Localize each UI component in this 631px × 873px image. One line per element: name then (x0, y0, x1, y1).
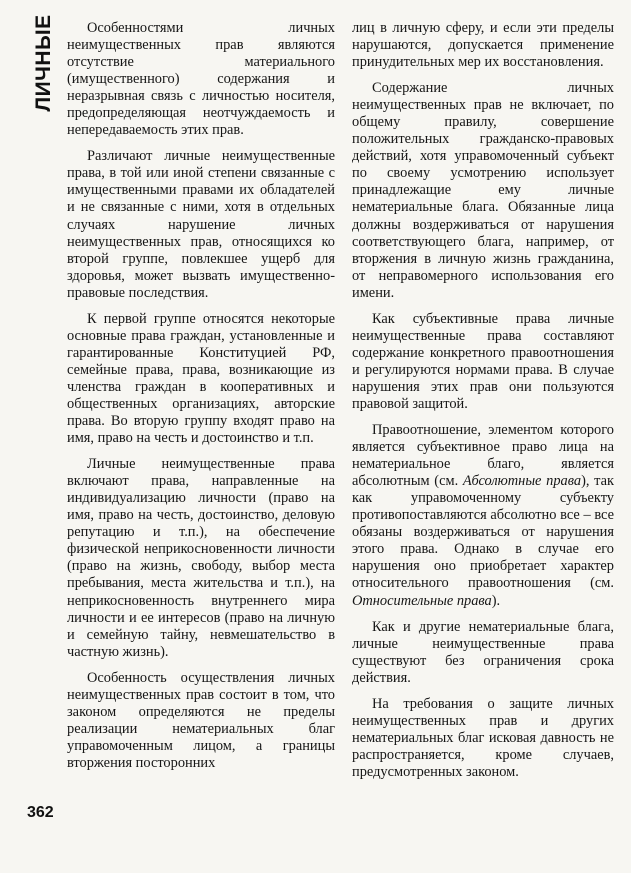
paragraph-continuation: лиц в личную сферу, и если эти пределы нарушаются, допускается применение принудительных мер их восстановления. (352, 20, 614, 71)
paragraph-text: ), так как управомоченному субъекту противопоставляются абсолютно все – все обязаны воздерживаться от нарушения этого права. Однако в случае его нарушения оно приобретает характер относительного правоотношения (см. (352, 473, 614, 592)
paragraph-with-references (352, 422, 614, 610)
paragraph: Содержание личных неимущественных прав не включает, по общему правилу, совершение положительных гражданско-правовых действий, хотя управомоченный субъект по своему усмотрению использует принадлежащие ему личные нематериальные блага. Обязанные лица должны воздерживаться от нарушения соответствующего блага, например, от вторжения в личную жизнь гражданина, от неправомерного использования его имени. (352, 80, 614, 301)
running-head-text: ЛИЧНЫЕ (32, 14, 55, 112)
paragraph: Личные неимущественные права включают права, направленные на индивидуализацию личности (право на имя, право на честь, достоинство, деловую репутацию и т.п.), на обеспечение физической неприкосновенности личности (право на жизнь, свободу, выбор места пребывания, места жительства и т.п.), на неприкосновенность внутреннего мира личности и ее интересов (право на личную и семейную тайну, невмешательство в частную жизнь). (67, 456, 335, 660)
running-head (30, 14, 58, 112)
paragraph: Особенностями личных неимущественных прав являются отсутствие материального (имущественного) содержания и неразрывная связь с личностью носителя, предопределяющая неотчуждаемость и непередаваемость этих прав. (67, 20, 335, 139)
cross-reference-absolute-rights[interactable]: Абсолютные права (462, 473, 582, 490)
paragraph: Как и другие нематериальные блага, личные неимущественные права существуют без ограничения срока действия. (352, 618, 614, 686)
paragraph: К первой группе относятся некоторые основные права граждан, установленные и гарантированные Конституцией РФ, семейные права, права, возникающие из членства граждан в кооперативных и общественных организациях, авторские права. Во вторую группу входят право на имя, право на честь и достоинство и т.п. (67, 310, 335, 447)
paragraph-text: ). (491, 592, 501, 609)
cross-reference-relative-rights[interactable]: Относительные права (352, 592, 492, 609)
paragraph-text: Правоотношение, элементом которого является субъективное право лица на нематериальное благо, является абсолютным (см. (352, 422, 614, 490)
paragraph: Различают личные неимущественные права, в той или иной степени связанные с имущественными правами их обладателей и не связанные с ними, хотя в отдельных случаях нарушение личных неимущественных прав, относящихся ко второй группе, повлекшее ущерб для здоровья, может вызвать имущественно-правовые последствия. (67, 148, 335, 301)
paragraph: На требования о защите личных неимущественных прав и других нематериальных благ исковая давность не распространяется, кроме случаев, предусмотренных законом. (352, 695, 614, 780)
paragraph: Особенность осуществления личных неимущественных прав состоит в том, что законом определяются не пределы реализации нематериальных благ управомоченным лицом, а границы вторжения посторонних (67, 669, 335, 771)
left-column (67, 20, 335, 772)
page-number: 362 (27, 804, 54, 821)
right-column (352, 20, 614, 781)
paragraph: Как субъективные права личные неимущественные права составляют содержание конкретного правоотношения и регулируются нормами права. В случае нарушения этих прав они пользуются правовой защитой. (352, 310, 614, 412)
